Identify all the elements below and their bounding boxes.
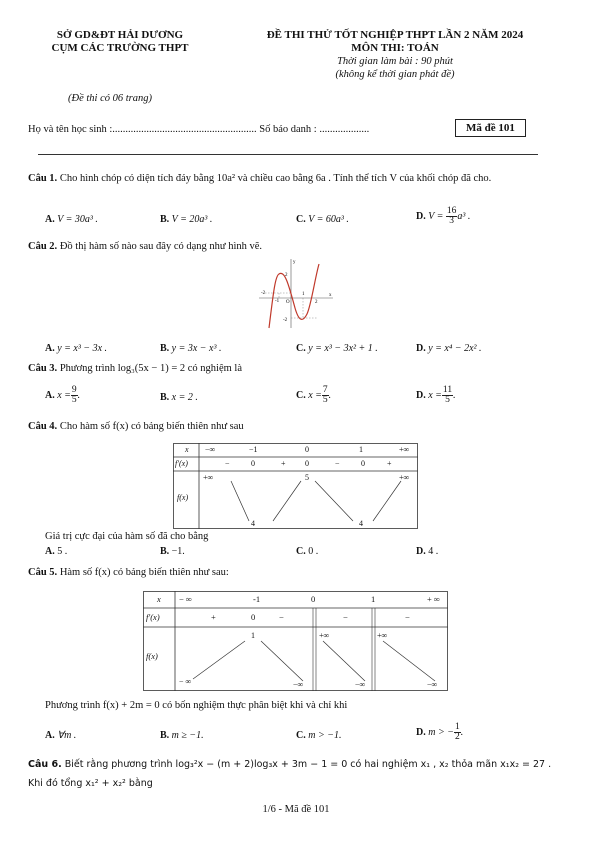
graph-label: -2 — [283, 318, 288, 323]
question-label: Câu 1. — [28, 173, 58, 184]
question-1 — [28, 172, 568, 186]
q2-option-b[interactable]: B. y = 3x − x³ . — [160, 343, 222, 354]
question-3 — [28, 362, 568, 376]
page-footer: 1/6 - Mã đề 101 — [262, 804, 330, 815]
question-label: Câu 3. — [28, 363, 58, 374]
school-cluster: CỤM CÁC TRƯỜNG THPT — [51, 42, 189, 54]
student-info-line: Họ và tên học sinh :....................................................... Số báo danh : ................... — [28, 124, 370, 135]
q2-option-a[interactable]: A. y = x³ − 3x . — [45, 343, 108, 354]
pages-note: (Đề thi có 06 trang) — [68, 93, 152, 104]
question-5 — [28, 566, 568, 580]
time-note: (không kể thời gian phát đề) — [335, 69, 455, 80]
q3-option-c[interactable]: C. x = $\frac{7}{5}$ . — [296, 385, 332, 405]
q1-option-d[interactable]: D. V = $\frac{16}{3}$ a³ . — [416, 206, 471, 226]
graph-label: 2 — [315, 300, 318, 305]
q1-option-a[interactable]: A. V = 30a³ . — [45, 214, 98, 225]
q2-option-d[interactable]: D. y = x⁴ − 2x² . — [416, 343, 482, 354]
q3-option-d[interactable]: D. x = $\frac{11}{5}$ . — [416, 385, 456, 405]
department-name: SỞ GD&ĐT HẢI DƯƠNG — [56, 29, 184, 41]
question-text: Đồ thị hàm số nào sau đây có dạng như hình vẽ. — [59, 241, 263, 252]
question-text: Biết rằng phương trình log₃²x − (m + 2)log₃x + 3m − 1 = 0 có hai nghiệm x₁ , x₂ thỏa mãn x₁x₂ = 27 . — [64, 759, 552, 770]
exam-code-box: Mã đề 101 — [455, 119, 526, 137]
q5-option-b[interactable]: B. m ≥ −1. — [160, 730, 204, 741]
q1-option-b[interactable]: B. V = 20a³ . — [160, 214, 213, 225]
q4-option-b[interactable]: B. −1. — [160, 546, 185, 557]
time-limit: Thời gian làm bài : 90 phút — [337, 56, 453, 67]
graph-label: -2 — [261, 291, 266, 296]
variation-table-q5: x − ∞ -1 0 1 + ∞ f′(x) + 0 − − − f(x) − ∞ 1 −∞ +∞ −∞ +∞ −∞ — [143, 591, 448, 691]
graph-label: y — [293, 260, 296, 265]
question-label: Câu 6. — [28, 759, 62, 770]
q5-question: Phương trình f(x) + 2m = 0 có bốn nghiệm thực phân biệt khi và chỉ khi — [45, 700, 348, 711]
header-divider — [38, 154, 538, 155]
question-label: Câu 4. — [28, 421, 58, 432]
q4-question: Giá trị cực đại của hàm số đã cho bằng — [45, 531, 209, 542]
q1-option-c[interactable]: C. V = 60a³ . — [296, 214, 349, 225]
question-text: Hàm số f(x) có bảng biến thiên như sau: — [59, 567, 229, 578]
cubic-graph — [255, 256, 337, 332]
q5-option-d[interactable]: D. m > − $\frac{1}{2}$ . — [416, 722, 464, 742]
graph-label: x — [329, 293, 332, 298]
question-6 — [28, 758, 573, 772]
subject: MÔN THI: TOÁN — [351, 42, 439, 54]
q5-option-c[interactable]: C. m > −1. — [296, 730, 342, 741]
q4-option-d[interactable]: D. 4 . — [416, 546, 439, 557]
graph-label: 2 — [285, 273, 288, 278]
question-2 — [28, 240, 568, 254]
variation-table-q4: x −∞ −1 0 1 +∞ f′(x) − 0 + 0 − 0 + f(x) +∞ 4 5 4 +∞ — [173, 443, 418, 529]
q3-option-a[interactable]: A. x = $\frac{9}{5}$ . — [45, 385, 81, 405]
graph-label: O — [286, 300, 290, 305]
graph-label: -1 — [275, 299, 280, 304]
question-text: Cho hàm số f(x) có bảng biến thiên như sau — [59, 421, 244, 432]
q5-option-a[interactable]: A. ∀m . — [45, 730, 77, 741]
question-label: Câu 5. — [28, 567, 58, 578]
question-6-continued: Khi đó tổng x₁² + x₂² bằng — [28, 778, 153, 789]
question-text: Cho hình chóp có diện tích đáy bằng 10a² và chiều cao bằng 6a . Tính thể tích V của khối chóp đã cho. — [59, 173, 492, 184]
exam-title: ĐỀ THI THỬ TỐT NGHIỆP THPT LẦN 2 NĂM 2024 — [266, 29, 524, 41]
q2-option-c[interactable]: C. y = x³ − 3x² + 1 . — [296, 343, 378, 354]
graph-label: 1 — [302, 292, 305, 297]
question-4 — [28, 420, 568, 434]
question-label: Câu 2. — [28, 241, 58, 252]
q4-option-a[interactable]: A. 5 . — [45, 546, 68, 557]
q4-option-c[interactable]: C. 0 . — [296, 546, 319, 557]
q3-option-b[interactable]: B. x = 2 . — [160, 392, 198, 403]
question-text: Phương trình log₃(5x − 1) = 2 có nghiệm là — [59, 363, 242, 374]
